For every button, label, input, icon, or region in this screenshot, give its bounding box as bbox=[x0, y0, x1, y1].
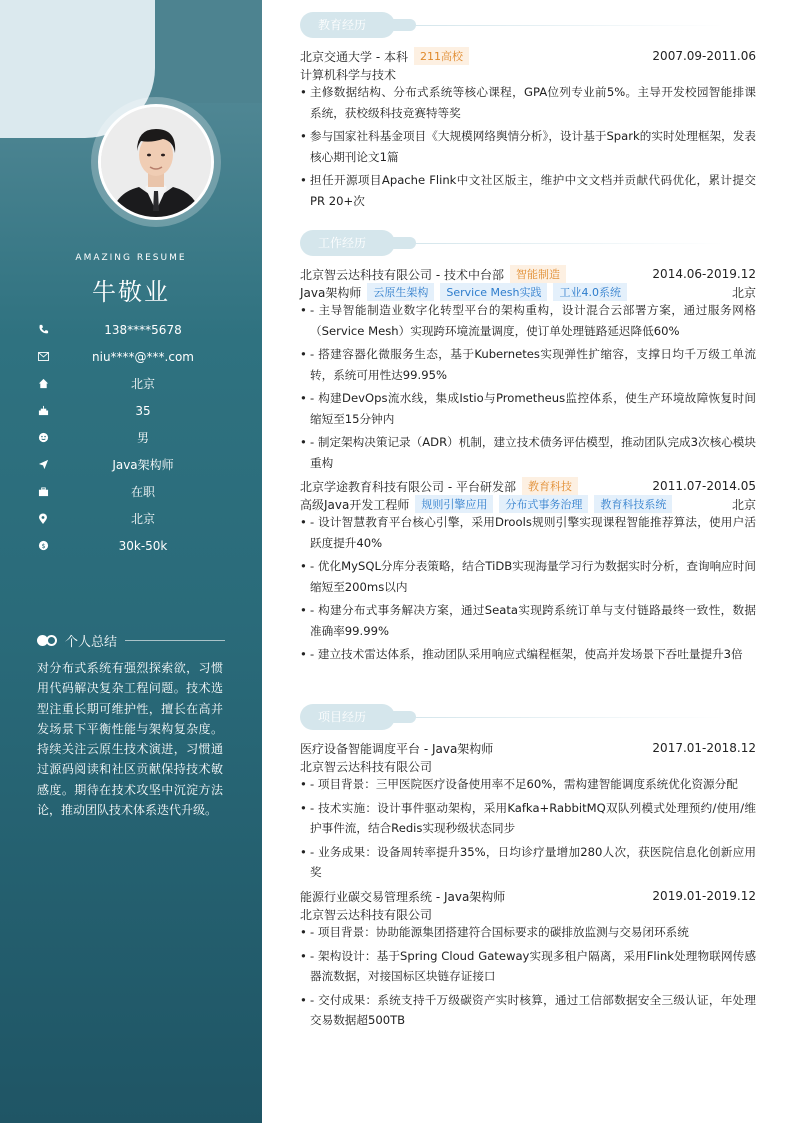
education-major-row bbox=[300, 65, 756, 83]
gender-icon bbox=[36, 431, 50, 445]
project-header bbox=[300, 739, 756, 757]
list-item: • 参与国家社科基金项目《大规模网络舆情分析》，设计基于Spark的实时处理框架，发表核心期刊论文1篇 bbox=[300, 126, 756, 167]
project-name: 能源行业碳交易管理系统 - Java架构师 bbox=[300, 889, 506, 904]
summary-title: 个人总结 bbox=[65, 635, 118, 650]
section-title: 教育经历 bbox=[300, 12, 395, 38]
job-date: 2011.07-2014.05 bbox=[652, 479, 756, 493]
summary-divider bbox=[125, 640, 225, 641]
section-decoration bbox=[388, 19, 416, 31]
skill-tag: 云原生架构 bbox=[367, 283, 434, 301]
company-name: 北京智云达科技有限公司 - 技术中台部 bbox=[300, 267, 504, 282]
company-name: 北京学途教育科技有限公司 - 平台研发部 bbox=[300, 479, 516, 494]
list-item: • - 优化MySQL分库分表策略，结合TiDB实现海量学习行为数据实时分析，查询响应时间缩短至200ms以内 bbox=[300, 556, 756, 597]
sidebar-decoration bbox=[155, 0, 262, 103]
skill-tag: 分布式事务治理 bbox=[499, 495, 588, 513]
hometown-value: 北京 bbox=[130, 377, 155, 391]
skill-tag: Service Mesh实践 bbox=[440, 283, 547, 301]
email-value: niu****@***.com bbox=[92, 349, 194, 364]
list-item: • - 架构设计：基于Spring Cloud Gateway实现多租户隔离，采用Flink处理物联网传感器流数据，对接国标区块链存证接口 bbox=[300, 946, 756, 987]
list-item: • - 建立技术雷达体系，推动团队采用响应式编程框架，使高并发场景下吞吐量提升3倍 bbox=[300, 644, 756, 665]
section-title: 项目经历 bbox=[300, 704, 395, 730]
section-divider bbox=[414, 25, 724, 26]
job-bullets bbox=[300, 300, 756, 476]
job-city: 北京 bbox=[731, 497, 756, 512]
industry-tag: 教育科技 bbox=[522, 477, 578, 495]
industry-tag: 智能制造 bbox=[510, 265, 566, 283]
education-date: 2007.09-2011.06 bbox=[652, 49, 756, 63]
project-header bbox=[300, 887, 756, 905]
portrait-photo bbox=[101, 107, 211, 217]
job-header bbox=[300, 477, 756, 495]
list-item: • - 构建DevOps流水线，集成Istio与Prometheus监控体系，使生产环境故障恢复时间缩短至15分钟内 bbox=[300, 388, 756, 429]
job-bullets bbox=[300, 512, 756, 668]
gender-value: 男 bbox=[136, 431, 149, 445]
list-item: • - 项目背景：协助能源集团搭建符合国标要求的碳排放监测与交易闭环系统 bbox=[300, 922, 756, 943]
svg-text:$: $ bbox=[40, 541, 46, 550]
section-decoration bbox=[388, 711, 416, 723]
list-item: • - 交付成果：系统支持千万级碳资产实时核算，通过工信部数据安全三级认证，年处理交易数据超500TB bbox=[300, 990, 756, 1031]
info-position bbox=[36, 451, 236, 478]
age-value: 35 bbox=[135, 403, 151, 418]
info-phone bbox=[36, 316, 236, 343]
info-location bbox=[36, 505, 236, 532]
section-divider bbox=[414, 243, 724, 244]
project-name: 医疗设备智能调度平台 - Java架构师 bbox=[300, 741, 494, 756]
sidebar bbox=[0, 0, 262, 1123]
project-company: 北京智云达科技有限公司 bbox=[300, 759, 433, 774]
job-role-row bbox=[300, 495, 756, 513]
mail-icon bbox=[36, 350, 50, 364]
section-title: 工作经历 bbox=[300, 230, 395, 256]
skill-tag: 工业4.0系统 bbox=[553, 283, 627, 301]
list-item: • 担任开源项目Apache Flink中文社区版主，维护中文文档并贡献代码优化，累计提交PR 20+次 bbox=[300, 170, 756, 211]
avatar bbox=[98, 104, 214, 220]
location-pin-icon bbox=[36, 512, 50, 526]
salary-icon bbox=[36, 539, 50, 553]
school-name: 北京交通大学 - 本科 bbox=[300, 49, 408, 64]
job-header bbox=[300, 265, 756, 283]
candidate-name: 牛敬业 bbox=[92, 278, 170, 306]
projects-section-heading bbox=[300, 704, 730, 730]
project-company: 北京智云达科技有限公司 bbox=[300, 907, 433, 922]
job-role-row bbox=[300, 283, 756, 301]
job-city: 北京 bbox=[731, 285, 756, 300]
list-item: • - 业务成果：设备周转率提升35%，日均诊疗量增加280人次，获医院信息化创新应用奖 bbox=[300, 842, 756, 883]
info-status bbox=[36, 478, 236, 505]
list-item: • - 技术实施：设计事件驱动架构，采用Kafka+RabbitMQ双队列模式处理预约/使用/维护事件流，结合Redis实现秒级状态同步 bbox=[300, 798, 756, 839]
location-value: 北京 bbox=[130, 512, 155, 526]
summary-dots-icon bbox=[37, 635, 57, 646]
status-value: 在职 bbox=[130, 485, 155, 499]
phone-value: 138****5678 bbox=[104, 322, 182, 337]
home-icon bbox=[36, 377, 50, 391]
skill-tag: 教育科技系统 bbox=[594, 495, 672, 513]
school-tag: 211高校 bbox=[414, 47, 469, 65]
list-item: • - 构建分布式事务解决方案，通过Seata实现跨系统订单与支付链路最终一致性，数据准确率99.99% bbox=[300, 600, 756, 641]
briefcase-icon bbox=[36, 485, 50, 499]
list-item: • - 设计智慧教育平台核心引擎，采用Drools规则引擎实现课程智能推荐算法，使用户活跃度提升40% bbox=[300, 512, 756, 553]
job-date: 2014.06-2019.12 bbox=[652, 267, 756, 281]
section-decoration bbox=[388, 237, 416, 249]
education-header bbox=[300, 47, 756, 65]
project-bullets bbox=[300, 774, 756, 886]
info-salary bbox=[36, 532, 236, 559]
job-role: 高级Java开发工程师 bbox=[300, 497, 410, 512]
cake-icon bbox=[36, 404, 50, 418]
send-icon bbox=[36, 458, 50, 472]
list-item: • - 制定架构决策记录（ADR）机制，建立技术债务评估模型，推动团队完成3次核心模块重构 bbox=[300, 432, 756, 473]
work-section-heading bbox=[300, 230, 730, 256]
project-bullets bbox=[300, 922, 756, 1034]
salary-value: 30k-50k bbox=[118, 538, 168, 553]
contact-info-list bbox=[36, 316, 236, 559]
phone-icon bbox=[36, 323, 50, 337]
list-item: • - 项目背景：三甲医院医疗设备使用率不足60%，需构建智能调度系统优化资源分配 bbox=[300, 774, 756, 795]
resume-tagline: AMAZING RESUME bbox=[75, 253, 187, 263]
info-email bbox=[36, 343, 236, 370]
education-section-heading bbox=[300, 12, 730, 38]
position-value: Java架构师 bbox=[112, 458, 174, 472]
skill-tag: 规则引擎应用 bbox=[415, 495, 493, 513]
summary-text: 对分布式系统有强烈探索欲，习惯用代码解决复杂工程问题。技术选型注重长期可维护性，擅长在高并发场景下平衡性能与架构复杂度。持续关注云原生技术演进，习惯通过源码阅读和社区贡献保持技术敏感度。期待在技术攻坚中沉淀方法论，推动团队技术体系迭代升级。 bbox=[37, 661, 223, 818]
summary-heading bbox=[37, 631, 225, 650]
section-divider bbox=[414, 717, 724, 718]
info-home bbox=[36, 370, 236, 397]
project-company-row bbox=[300, 757, 756, 775]
info-age bbox=[36, 397, 236, 424]
job-role: Java架构师 bbox=[300, 285, 362, 300]
list-item: • - 主导智能制造业数字化转型平台的架构重构，设计混合云部署方案，通过服务网格（Service Mesh）实现跨环境流量调度，使订单处理链路延迟降低60% bbox=[300, 300, 756, 341]
project-company-row bbox=[300, 905, 756, 923]
list-item: • - 搭建容器化微服务生态，基于Kubernetes实现弹性扩缩容，支撑日均千万级工单流转，系统可用性达99.95% bbox=[300, 344, 756, 385]
education-bullets bbox=[300, 82, 756, 214]
project-date: 2017.01-2018.12 bbox=[652, 741, 756, 755]
project-date: 2019.01-2019.12 bbox=[652, 889, 756, 903]
list-item: • 主修数据结构、分布式系统等核心课程，GPA位列专业前5%。主导开发校园智能排课系统，获校级科技竞赛特等奖 bbox=[300, 82, 756, 123]
major: 计算机科学与技术 bbox=[300, 67, 397, 82]
info-gender bbox=[36, 424, 236, 451]
